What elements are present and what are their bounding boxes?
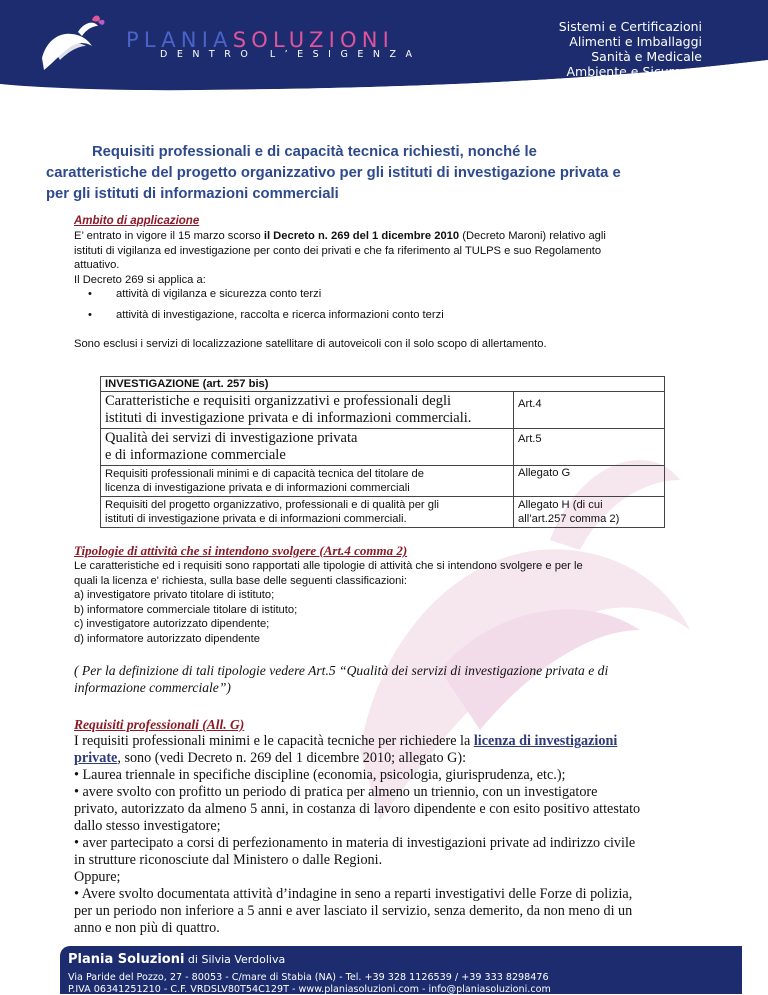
footer-fiscal: P.IVA 06341251210 - C.F. VRDSLV80T54C129T - www.planiasoluzioni.com - info@planiasoluzioni.com (68, 984, 551, 995)
table-header: INVESTIGAZIONE (art. 257 bis) (101, 377, 665, 392)
page-footer (60, 946, 742, 994)
cell-line: Qualità dei servizi di investigazione privata (105, 430, 358, 446)
paragraph-line: in strutture riconosciute dal Ministero o dalle Regioni. (74, 852, 383, 868)
paragraph-line: privato, autorizzato da almeno 5 anni, in costanza di lavoro dipendente e con esito positivo attestato (74, 801, 641, 817)
paragraph-line: per un periodo non inferiore a 5 anni e aver lasciato il servizio, senza demerito, da non meno di un (74, 903, 633, 919)
paragraph-line: attuativo. (74, 259, 120, 271)
table-cell (101, 466, 514, 497)
paragraph-line: • Laurea triennale in specifiche discipline (economia, psicologia, giurisprudenza, etc.); (74, 767, 566, 783)
section-heading: Ambito di applicazione (74, 215, 200, 227)
cell-line: istituti di investigazione privata e di informazioni commerciali. (105, 513, 407, 525)
footer-company (68, 952, 285, 967)
company-name: Plania Soluzioni (68, 952, 185, 967)
service-item: Alimenti e Imballaggi (569, 34, 702, 49)
list-item: • attività di vigilanza e sicurezza conto terzi (74, 287, 694, 302)
service-item: Ambiente e Sicurezza (566, 64, 702, 79)
table-row (101, 392, 665, 429)
plania-logo-icon (32, 12, 112, 78)
cell-line: Art.4 (518, 398, 542, 410)
cell-line: Allegato H (di cui (518, 499, 603, 511)
list-item: c) investigatore autorizzato dipendente; (74, 618, 270, 630)
paragraph-line: Oppure; (74, 869, 121, 885)
paragraph-line: • Avere svolto documentata attività d’indagine in seno a reparti investigativi delle Forze di polizia, (74, 886, 633, 902)
table-header-row (101, 377, 665, 392)
document-title (46, 142, 646, 205)
services-list (559, 19, 702, 79)
service-item: Sanità e Medicale (591, 49, 702, 64)
cell-line: all’art.257 comma 2) (518, 513, 620, 525)
list-item: b) informatore commerciale titolare di istituto; (74, 603, 298, 616)
text-run: (Decreto Maroni) relativo agli (459, 230, 606, 242)
cell-line: Caratteristiche e requisiti organizzativi e professionali degli (105, 393, 452, 409)
paragraph (74, 229, 694, 244)
paragraph-line: • avere svolto con profitto un periodo di pratica per almeno un triennio, con un investigatore (74, 784, 598, 800)
cell-line: licenza di investigazione privata e di informazioni commerciali (105, 482, 410, 494)
cell-line: Requisiti del progetto organizzativo, professionali e di qualità per gli (105, 499, 439, 511)
table-cell-ref (514, 497, 665, 528)
paragraph-line (74, 750, 694, 767)
table-cell (101, 497, 514, 528)
investigazione-table (100, 376, 665, 528)
section-requisiti (74, 716, 694, 937)
owner-name: di Silvia Verdoliva (184, 953, 286, 966)
paragraph-line: quali la licenza e' richiesta, sulla base delle seguenti classificazioni: (74, 574, 407, 587)
paragraph-line: Le caratteristiche ed i requisiti sono rapportati alle tipologie di attività che si intendono svolgere e per le (74, 560, 583, 572)
list-item: a) investigatore privato titolare di istituto; (74, 589, 275, 601)
section-heading: Requisiti professionali (All. G) (74, 717, 245, 732)
cell-line: Allegato G (518, 467, 571, 479)
section-heading: Tipologie di attività che si intendono svolgere (Art.4 comma 2) (74, 543, 408, 558)
licenza-link[interactable]: licenza di investigazioni (473, 733, 618, 749)
table-cell-ref (514, 392, 665, 429)
table-row (101, 466, 665, 497)
brand-part-plania: PLANIA (126, 28, 233, 52)
table-cell (101, 429, 514, 466)
section-tipologie (74, 542, 694, 696)
list-item: d) informatore autorizzato dipendente (74, 632, 260, 645)
licenza-link[interactable]: private (74, 750, 118, 766)
cell-line: e di informazione commerciale (105, 447, 286, 463)
table-cell-ref (514, 466, 665, 497)
page-header (0, 0, 768, 92)
table-cell-ref (514, 429, 665, 466)
table-row (101, 497, 665, 528)
text-run: E’ entrato in vigore il 15 marzo scorso (74, 230, 264, 242)
paragraph-line: Il Decreto 269 si applica a: (74, 273, 206, 286)
text-run: , sono (vedi Decreto n. 269 del 1 dicembre 2010; allegato G): (117, 750, 467, 766)
brand-tagline: DENTRO L’ESIGENZA (160, 49, 422, 60)
list-item: • attività di investigazione, raccolta e ricerca informazioni conto terzi (74, 308, 694, 323)
paragraph-line: • aver partecipato a corsi di perfezionamento in materia di investigazioni private ad indirizzo civile (74, 835, 636, 851)
cell-line: Art.5 (518, 433, 542, 445)
brand-part-soluzioni: SOLUZIONI (232, 28, 395, 52)
scope-list (74, 287, 694, 322)
cell-line: istituti di investigazione privata e di informazioni commerciali. (105, 410, 472, 426)
text-run: I requisiti professionali minimi e le capacità tecniche per richiedere la (74, 733, 474, 749)
decree-ref: il Decreto n. 269 del 1 dicembre 2010 (263, 230, 460, 242)
service-item: Sistemi e Certificazioni (558, 19, 702, 34)
cell-line: Requisiti professionali minimi e di capacità tecnica del titolare de (105, 468, 425, 480)
table-cell (101, 392, 514, 429)
footer-address: Via Paride del Pozzo, 27 - 80053 - C/mare di Stabia (NA) - Tel. +39 328 1126539 / +39 333 8298476 (68, 972, 549, 983)
paragraph-line (74, 733, 694, 750)
paragraph-line: anno e non più di quattro. (74, 920, 220, 936)
paragraph-line: istituti di vigilanza ed investigazione per conto dei privati e che fa riferimento al TULPS e suo Regolamento (74, 244, 602, 257)
note-line: informazione commerciale”) (74, 680, 231, 695)
title-line: per gli istituti di informazioni commerciali (46, 186, 339, 202)
paragraph-line: dallo stesso investigatore; (74, 818, 221, 834)
table-row (101, 429, 665, 466)
note-line: ( Per la definizione di tali tipologie vedere Art.5 “Qualità dei servizi di investigazione privata e di (74, 663, 609, 678)
paragraph-line: Sono esclusi i servizi di localizzazione satellitare di autoveicoli con il solo scopo di allertamento. (74, 338, 547, 350)
title-line: caratteristiche del progetto organizzativo per gli istituti di investigazione privata e (46, 165, 621, 181)
section-ambito (74, 214, 694, 352)
title-line: Requisiti professionali e di capacità tecnica richiesti, nonché le (92, 144, 537, 160)
